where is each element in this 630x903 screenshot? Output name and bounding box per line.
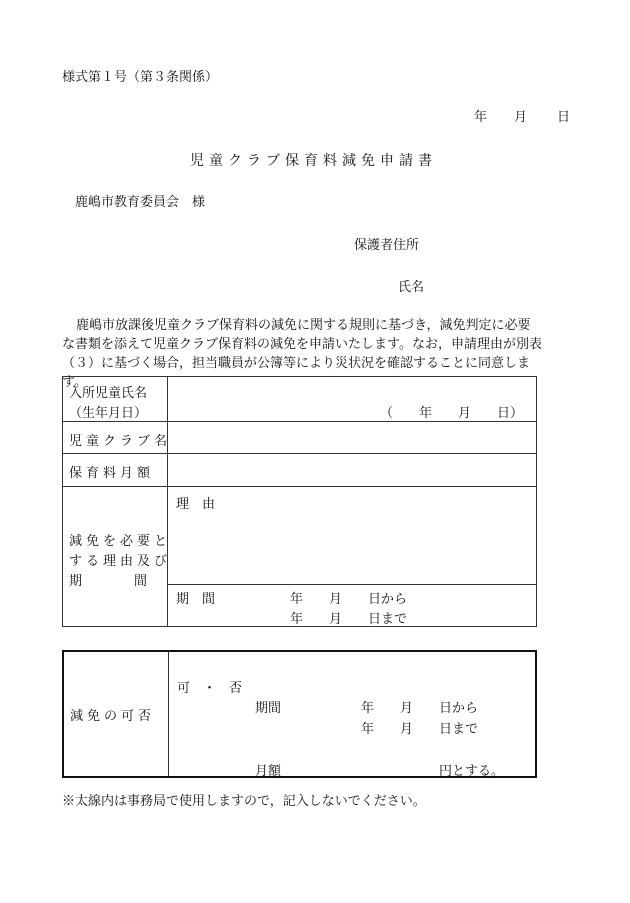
monthly-fee-field[interactable] [168, 454, 537, 487]
consent-statement: 鹿嶋市放課後児童クラブ保育料の減免に関する規則に基づき，減免判定に必要な書類を添えて児童クラブ保育料の減免を申請いたします。なお，申請理由が別表（３）に基づく場合，担当職員が公簿等により災状況を確認することに同意します。 [62, 318, 542, 390]
guardian-name-label: 氏名 [398, 280, 425, 295]
monthly-fee-label: 保育料月額 [69, 466, 155, 481]
approval-label-cell [63, 651, 169, 777]
monthly-fee-label-cell [63, 454, 168, 487]
date-day-label: 日 [557, 110, 571, 125]
period-to: 年 月 日まで [290, 612, 408, 627]
form-number: 様式第１号（第３条関係） [62, 70, 219, 85]
approval-field[interactable] [169, 651, 537, 777]
reason-period-label-line-2: する理由及び [69, 554, 172, 569]
child-name-field[interactable] [168, 377, 537, 422]
office-period-from: 年 月 日から [361, 701, 479, 716]
reason-period-label-line-3: 期 間 [69, 574, 148, 589]
reason-period-label-line-1: 減免を必要と [69, 534, 172, 549]
period-from: 年 月 日から [290, 592, 408, 607]
approval-label: 減免の可否 [70, 708, 156, 724]
period-field[interactable] [168, 585, 537, 627]
amount-suffix: 円とする。 [439, 764, 505, 779]
office-period-label: 期間 [255, 701, 282, 716]
birth-date-label: （生年月日） [69, 406, 148, 421]
club-name-label: 児童クラブ名 [69, 434, 172, 449]
reason-field[interactable] [168, 487, 537, 585]
club-name-label-cell [63, 422, 172, 454]
application-date [474, 106, 570, 125]
reason-label: 理 由 [176, 497, 216, 512]
child-name-label: 入所児童氏名 [69, 386, 148, 401]
child-name-label-cell [63, 377, 168, 422]
office-period-to: 年 月 日まで [361, 722, 479, 737]
reason-period-label-cell [63, 487, 172, 627]
period-label: 期 間 [176, 592, 216, 607]
approval-choice: 可 ・ 否 [177, 681, 243, 696]
footnote: ※太線内は事務局で使用しますので，記入しないでください。 [62, 794, 426, 809]
date-month-label: 月 [514, 110, 528, 125]
date-year-label: 年 [474, 110, 488, 125]
birth-date-format: （ 年 月 日） [380, 406, 524, 421]
document-title: 児童クラブ保育料減免申請書 [190, 153, 437, 169]
club-name-field[interactable] [168, 422, 537, 454]
application-table [62, 376, 537, 627]
guardian-address-label: 保護者住所 [354, 238, 420, 253]
addressee: 鹿嶋市教育委員会 様 [75, 195, 206, 210]
office-use-table [62, 650, 537, 778]
monthly-amount-label: 月額 [255, 764, 282, 779]
